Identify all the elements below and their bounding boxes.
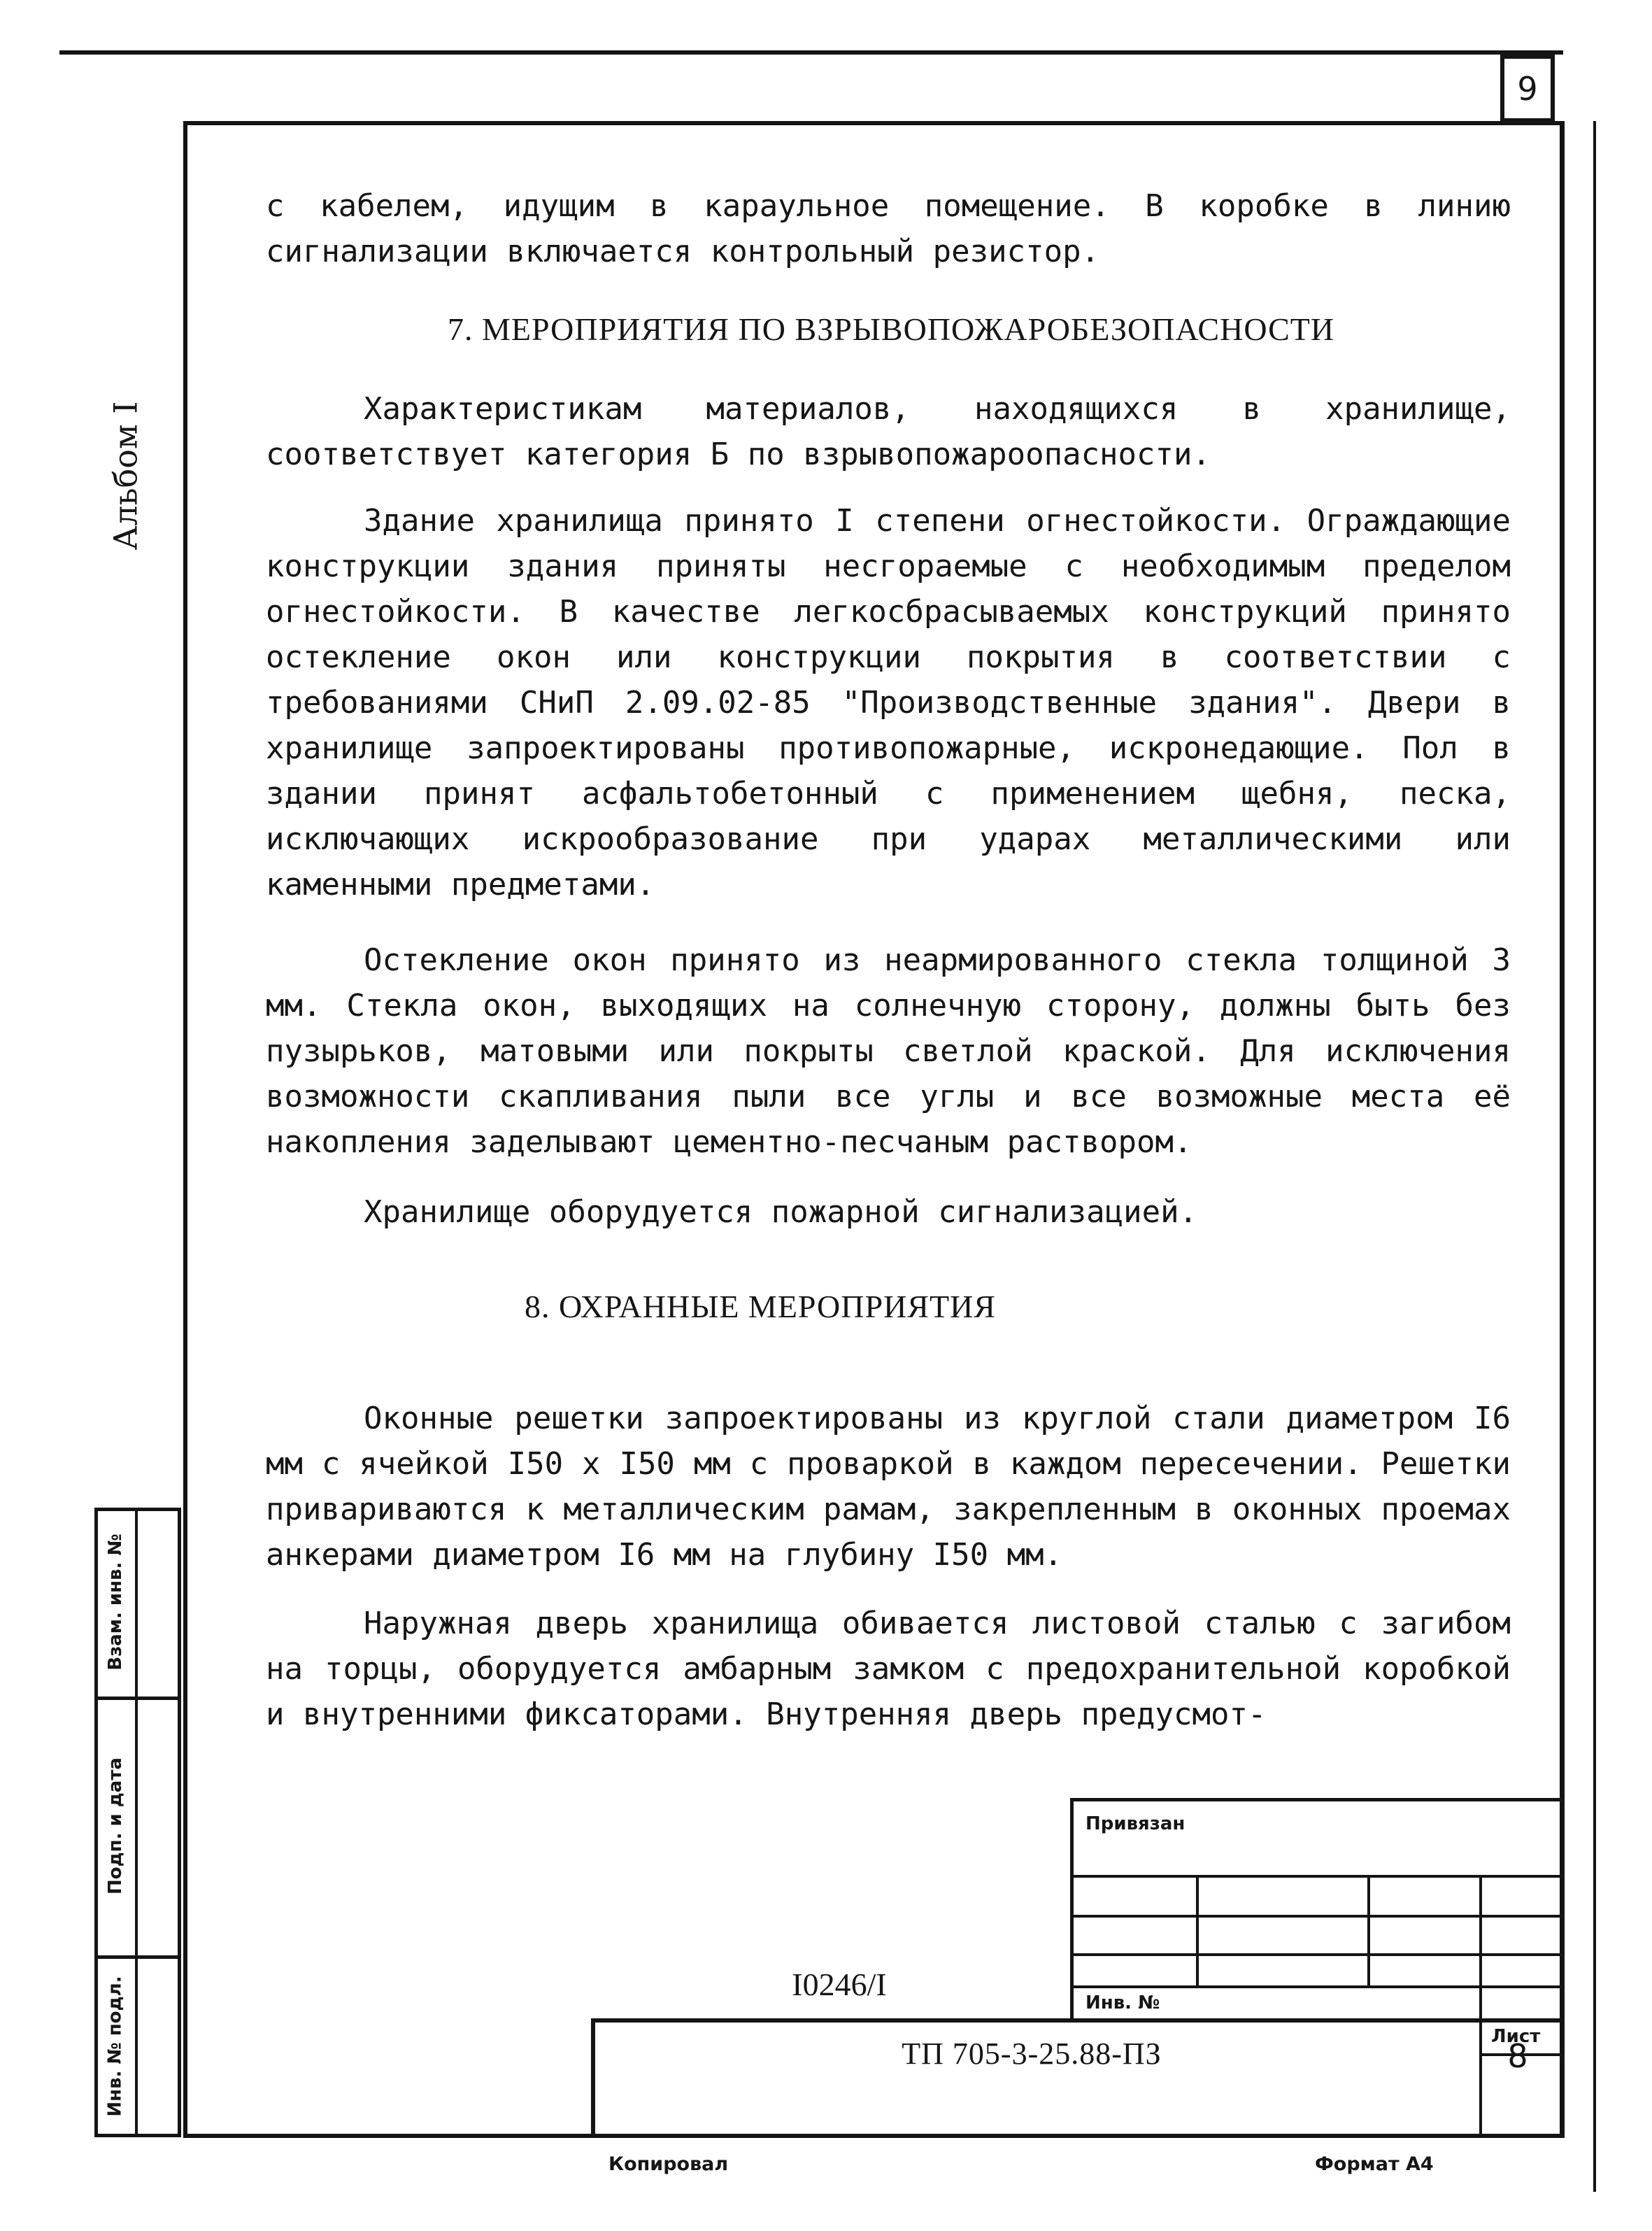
tb-col-3	[1479, 1875, 1482, 2138]
inv-no-label: Инв. №	[1085, 1992, 1160, 2013]
stamp-vzam-inv-text: Взам. инв. №	[105, 1534, 126, 1671]
paragraph-3: Здание хранилища принято I степени огнестойкости. Ограждающие конструкции здания приняты несгораемые с необходимым пределом огнестойкости. В качестве легкосбрасываемых конструкций принято остекление окон или конструкции покрытия в соответствии с требованиями СНиП 2.09.02-85 "Производственные здания". Двери в хранилище запроектированы противопожарные, искронедающие. Пол в здании принят асфальтобетонный с применением щебня, песка, исключающих искрообразование при ударах металлическими или каменными предметами.	[266, 503, 1511, 902]
paragraph-1: с кабелем, идущим в караульное помещение. В коробке в линию сигнализации включается контрольный резистор.	[266, 188, 1511, 269]
album-label-text: Альбом I	[107, 401, 145, 551]
stamp-inv-podl-text: Инв. № подл.	[105, 1976, 126, 2117]
stamp-podp-data-text: Подп. и дата	[105, 1757, 127, 1894]
stamp-vzam-inv	[94, 1511, 136, 1693]
document-code: ТП 705-3-25.88-ПЗ	[902, 2037, 1162, 2071]
stamp-podp-data	[94, 1700, 136, 1952]
paragraph-4: Остекление окон принято из неармированного стекла толщиной 3 мм. Стекла окон, выходящих на солнечную сторону, должны быть без пузырьков, матовыми или покрыты светлой краской. Для исключения возможности скапливания пыли все углы и все возможные места её накопления заделывают цементно-песчаным раствором.	[266, 942, 1511, 1160]
right-margin-rule-outer	[1593, 121, 1596, 2192]
tb-row-1	[1070, 1875, 1564, 1878]
heading-section-7: 7. МЕРОПРИЯТИЯ ПО ВЗРЫВОПОЖАРОБЕЗОПАСНОСТИ	[448, 311, 1335, 347]
tb-main-top	[591, 2018, 1564, 2023]
stamp-inv-podl	[94, 1959, 136, 2134]
heading-section-8: 8. ОХРАННЫЕ МЕРОПРИЯТИЯ	[525, 1289, 996, 1324]
tb-top	[1070, 1798, 1564, 1801]
paragraph-2: Характеристикам материалов, находящихся в хранилище, соответствует категория Б по взрывопожароопасности.	[266, 391, 1511, 472]
album-number: I0246/I	[792, 1967, 887, 2002]
paragraph-7: Наружная дверь хранилища обивается листовой сталью с загибом на торцы, оборудуется амбарным замком с предохранительной коробкой и внутренними фиксаторами. Внутренняя дверь предусмот-	[266, 1606, 1511, 1732]
album-label	[91, 392, 161, 560]
tb-col-1	[1196, 1875, 1199, 1987]
footer-format: Формат А4	[1315, 2153, 1434, 2175]
list-label: Лист	[1491, 2026, 1541, 2047]
footer-kopiroval: Копировал	[608, 2153, 729, 2175]
paragraph-6: Оконные решетки запроектированы из круглой стали диаметром I6 мм с ячейкой I50 x I50 мм с проваркой в каждом пересечении. Решетки привариваются к металлическим рамам, закрепленным в оконных проемах анкерами диаметром I6 мм на глубину I50 мм.	[266, 1401, 1511, 1573]
page-number-top: 9	[1500, 55, 1555, 122]
tb-row-2	[1070, 1915, 1564, 1918]
tb-left-upper	[1070, 1798, 1074, 2022]
tb-row-3	[1070, 1953, 1564, 1956]
privyazan-label: Привязан	[1085, 1813, 1185, 1834]
tb-col-2	[1367, 1875, 1370, 1987]
top-rule	[59, 50, 1563, 55]
paragraph-5: Хранилище оборудуется пожарной сигнализацией.	[364, 1194, 1198, 1230]
sheet-number: 8	[1507, 2037, 1528, 2075]
tb-row-4	[1070, 1985, 1564, 1988]
